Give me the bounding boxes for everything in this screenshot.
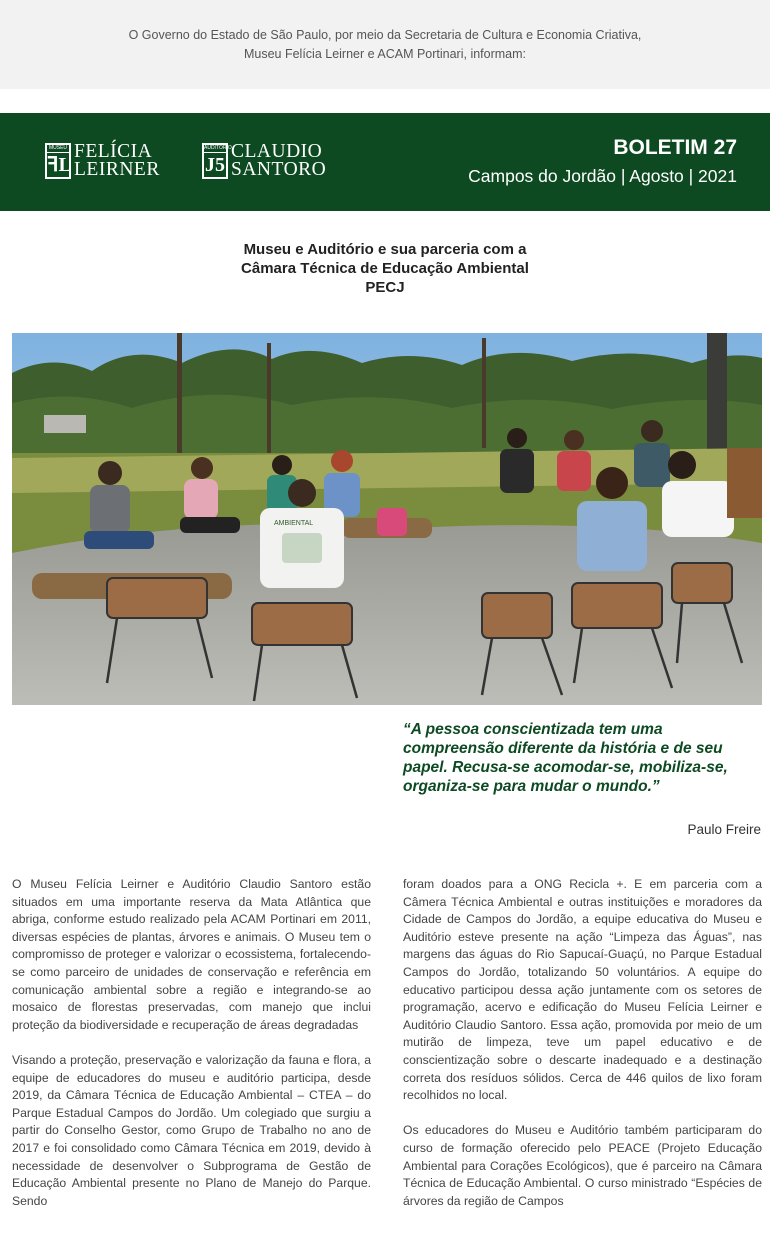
body-column-right — [403, 876, 762, 1228]
bulletin-header — [0, 113, 770, 211]
logo-claudio-line2: SANTORO — [231, 159, 327, 180]
auditorio-claudio-santoro-logo — [202, 143, 326, 179]
felicia-logo-mark-icon: MUSEU ꟻL — [45, 143, 71, 179]
notice-line-1: O Governo do Estado de São Paulo, por meio da Secretaria de Cultura e Economia Criativa, — [128, 27, 642, 42]
government-notice — [0, 0, 770, 89]
quote-author: Paulo Freire — [687, 822, 761, 837]
bulletin-number: BOLETIM 27 — [613, 136, 737, 159]
article-title: Museu e Auditório e sua parceria com a Câmara Técnica de Educação Ambiental PECJ — [241, 241, 529, 296]
paragraph: foram doados para a ONG Recicla +. E em parceria com a Câmera Técnica Ambiental e outras instituições e moradores da Cidade de Campos do Jordão, a equipe educativa do Museu e Auditório esteve presente na ação “Limpeza das Águas”, nas margens das águas do Rio Sapucaí-Guaçú, no Parque Estadual Campos do Jordão, totalizando 50 voluntários. A equipe do educativo participou dessa ação juntamente com os setores de programação, acervo e edificação do Museu Felícia Leirner e Auditório Claudio Santoro. Essa ação, promovida por meio de um mutirão de limpeza, teve um papel educativo e de conscientização sobre o descarte inadequado e a destinação correta dos resíduos sólidos. Cerca de 446 quilos de lixo foram recolhidos no local. — [403, 877, 762, 1103]
shirt-text: AMBIENTAL — [274, 520, 314, 527]
logo-felicia-line2: LEIRNER — [74, 159, 160, 180]
notice-line-2: Museu Felícia Leirner e ACAM Portinari, informam: — [243, 46, 527, 61]
claudio-logo-mark-icon: AUDITÓRIO J5 — [202, 143, 228, 179]
body-column-left — [12, 876, 371, 1228]
group-meeting-photo — [12, 333, 762, 705]
paragraph: O Museu Felícia Leirner e Auditório Claudio Santoro estão situados em uma importante reserva da Mata Atlântica que abriga, conforme estudo realizado pela ACAM Portinari em 2011, diversas espécies de plantas, árvores e animais. O Museu tem o compromisso de proteger e valorizar o ecossistema, fortalecendo-se como parceiro de unidades de conservação e referência em comunicação ambiental sobre a região e integrando-se ao mosaico de florestas preservadas, com manejo que inclui proteção da biodiversidade e recuperação de áreas degradadas — [12, 877, 371, 1032]
paragraph: Os educadores do Museu e Auditório também participaram do curso de formação oferecido pelo PEACE (Projeto Educação Ambiental para Corações Ecológicos), que é parceiro na Câmara Técnica de Educação Ambiental. O curso ministrado “Espécies de árvores da região de Campos — [403, 1123, 762, 1208]
logo-claudio-line1: CLAUDIO — [231, 141, 323, 162]
bulletin-location-date: Campos do Jordão | Agosto | 2021 — [468, 166, 737, 186]
museu-felicia-leirner-logo — [45, 143, 160, 179]
paragraph: Visando a proteção, preservação e valorização da fauna e flora, a equipe de educadores do museu e auditório participa, desde 2019, da Câmara Técnica de Educação Ambiental – CTEA – do Parque Estadual Campos do Jordão. Um colegiado que surgiu a partir do Conselho Gestor, como Grupo de Trabalho no ano de 2017 e foi consolidado como Câmara Técnica em 2019, devido à necessidade de desenvolver o Subprograma de Gestão de Educação Ambiental presente no Plano de Manejo do Parque. Sendo — [12, 1052, 371, 1208]
logo-felicia-line1: FELÍCIA — [74, 141, 153, 162]
paulo-freire-quote: “A pessoa conscientizada tem uma compreensão diferente da história e de seu papel. Recusa-se acomodar-se, mobiliza-se, organiza-se para mudar o mundo.” — [403, 721, 728, 795]
